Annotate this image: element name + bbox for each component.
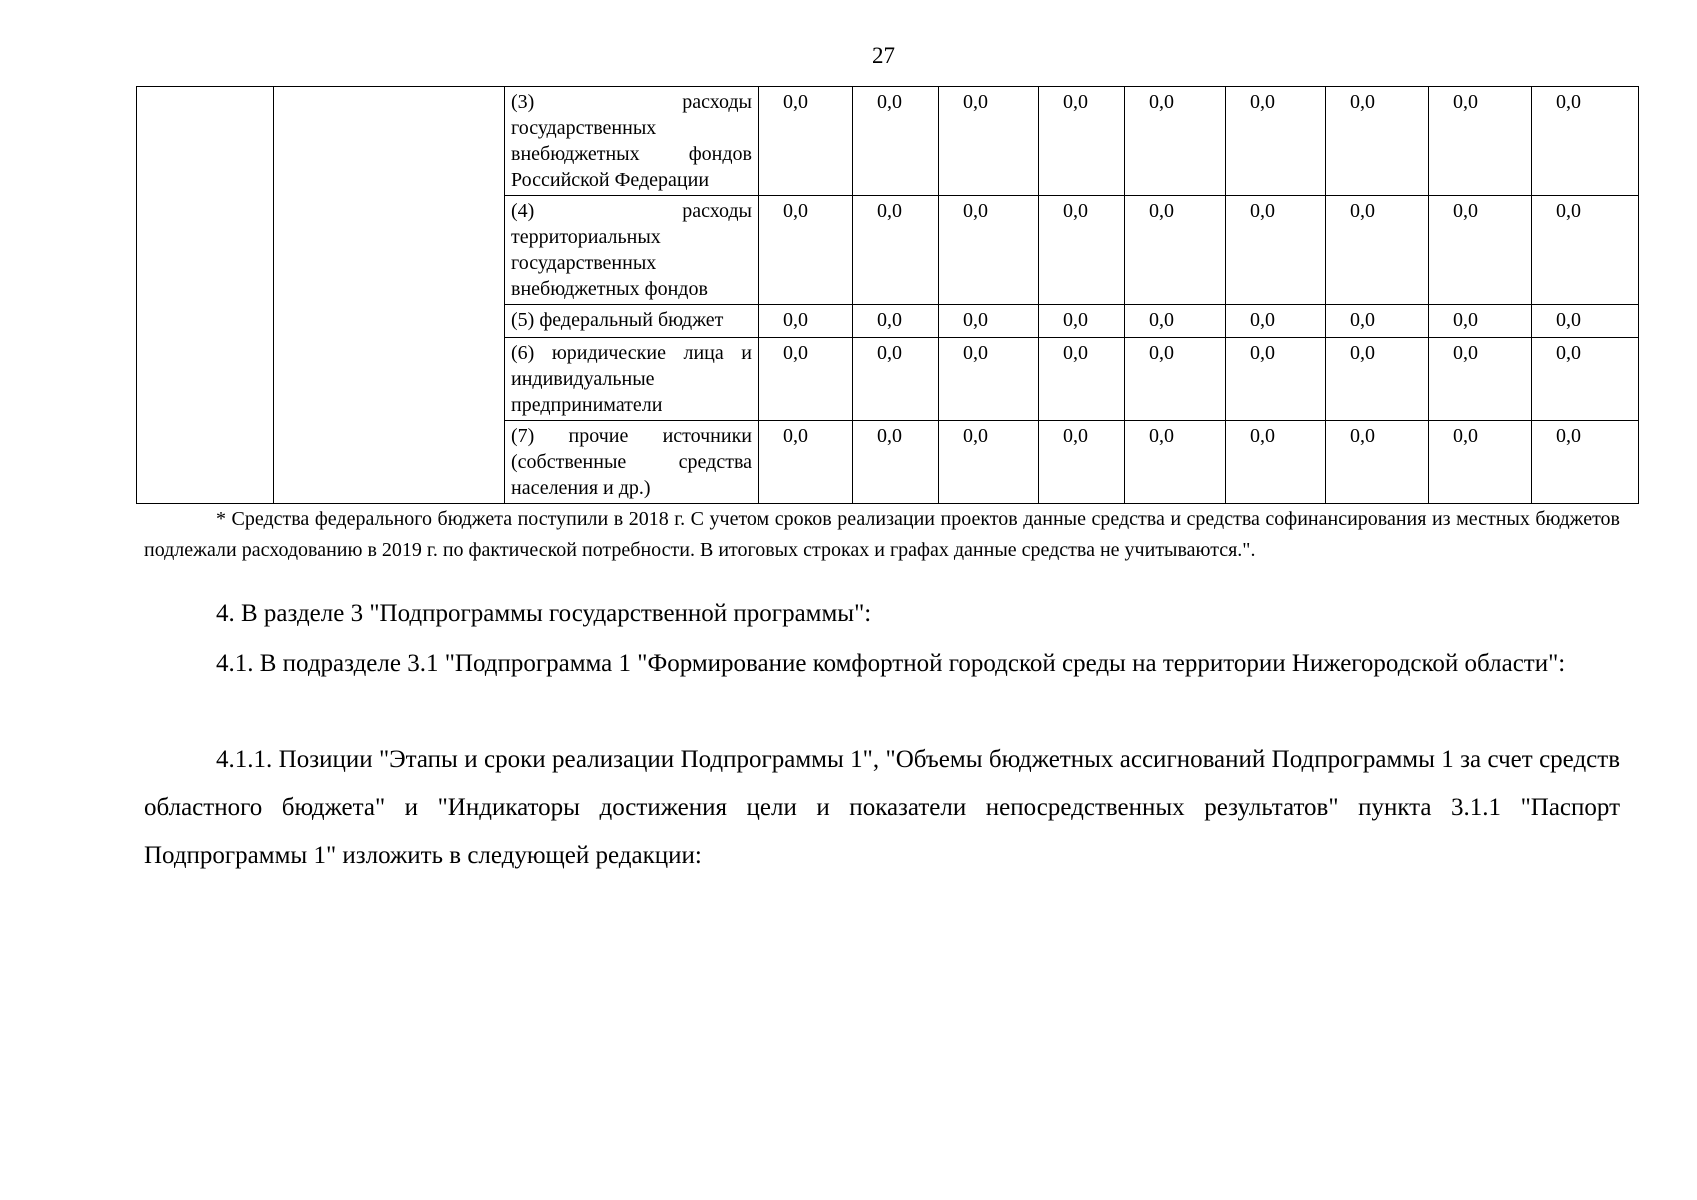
value-cell: 0,0 <box>853 338 939 421</box>
value-cell: 0,0 <box>853 196 939 305</box>
value-cell: 0,0 <box>1226 87 1326 196</box>
value-cell: 0,0 <box>1326 305 1429 338</box>
value-cell: 0,0 <box>939 338 1039 421</box>
item-paragraph: 4.1.1. Позиции "Этапы и сроки реализации Подпрограммы 1", "Объемы бюджетных ассигнований Подпрограммы 1 за счет средств областного бюджета" и "Индикаторы достижения цели и показатели непосредственных результатов" пункта 3.1.1 "Паспорт Подпрограммы 1" изложить в следующей редакции: <box>144 746 1620 869</box>
value-cell: 0,0 <box>1326 87 1429 196</box>
value-cell: 0,0 <box>1039 196 1125 305</box>
table-row <box>137 87 1639 196</box>
empty-cell <box>137 87 274 504</box>
value-cell: 0,0 <box>853 87 939 196</box>
value-cell: 0,0 <box>1532 338 1639 421</box>
empty-cell <box>274 87 505 504</box>
value-cell: 0,0 <box>1532 421 1639 504</box>
value-cell: 0,0 <box>1226 305 1326 338</box>
funding-source-cell: (4) расходы территориальных государственных внебюджетных фондов <box>505 196 759 305</box>
value-cell: 0,0 <box>759 87 853 196</box>
value-cell: 0,0 <box>853 305 939 338</box>
value-cell: 0,0 <box>1532 87 1639 196</box>
value-cell: 0,0 <box>1532 305 1639 338</box>
value-cell: 0,0 <box>759 421 853 504</box>
subsection-paragraph: 4.1. В подразделе 3.1 "Подпрограмма 1 "Формирование комфортной городской среды на территории Нижегородской области": <box>216 650 1566 677</box>
value-cell: 0,0 <box>1039 305 1125 338</box>
value-cell: 0,0 <box>939 87 1039 196</box>
value-cell: 0,0 <box>1429 87 1532 196</box>
value-cell: 0,0 <box>1226 421 1326 504</box>
value-cell: 0,0 <box>853 421 939 504</box>
value-cell: 0,0 <box>939 305 1039 338</box>
value-cell: 0,0 <box>759 338 853 421</box>
value-cell: 0,0 <box>1125 196 1226 305</box>
value-cell: 0,0 <box>1125 305 1226 338</box>
value-cell: 0,0 <box>1532 196 1639 305</box>
value-cell: 0,0 <box>1429 196 1532 305</box>
value-cell: 0,0 <box>1226 196 1326 305</box>
value-cell: 0,0 <box>1125 87 1226 196</box>
value-cell: 0,0 <box>1039 87 1125 196</box>
funding-source-cell: (5) федеральный бюджет <box>505 305 759 338</box>
financing-table <box>136 86 1639 504</box>
page-number: 27 <box>872 43 895 68</box>
value-cell: 0,0 <box>1429 305 1532 338</box>
value-cell: 0,0 <box>1125 421 1226 504</box>
value-cell: 0,0 <box>759 305 853 338</box>
value-cell: 0,0 <box>1326 196 1429 305</box>
value-cell: 0,0 <box>1125 338 1226 421</box>
value-cell: 0,0 <box>1039 421 1125 504</box>
value-cell: 0,0 <box>1326 421 1429 504</box>
value-cell: 0,0 <box>1326 338 1429 421</box>
value-cell: 0,0 <box>1226 338 1326 421</box>
value-cell: 0,0 <box>939 421 1039 504</box>
funding-source-cell: (3) расходы государственных внебюджетных фондов Российской Федерации <box>505 87 759 196</box>
value-cell: 0,0 <box>1429 421 1532 504</box>
value-cell: 0,0 <box>939 196 1039 305</box>
table-footnote: * Средства федерального бюджета поступили в 2018 г. С учетом сроков реализации проектов данные средства и средства софинансирования из местных бюджетов подлежали расходованию в 2019 г. по фактической потребности. В итоговых строках и графах данные средства не учитываются.". <box>144 508 1620 561</box>
value-cell: 0,0 <box>759 196 853 305</box>
value-cell: 0,0 <box>1039 338 1125 421</box>
section-paragraph: 4. В разделе 3 "Подпрограммы государственной программы": <box>216 600 872 627</box>
funding-source-cell: (6) юридические лица и индивидуальные предприниматели <box>505 338 759 421</box>
value-cell: 0,0 <box>1429 338 1532 421</box>
funding-source-cell: (7) прочие источники (собственные средства населения и др.) <box>505 421 759 504</box>
